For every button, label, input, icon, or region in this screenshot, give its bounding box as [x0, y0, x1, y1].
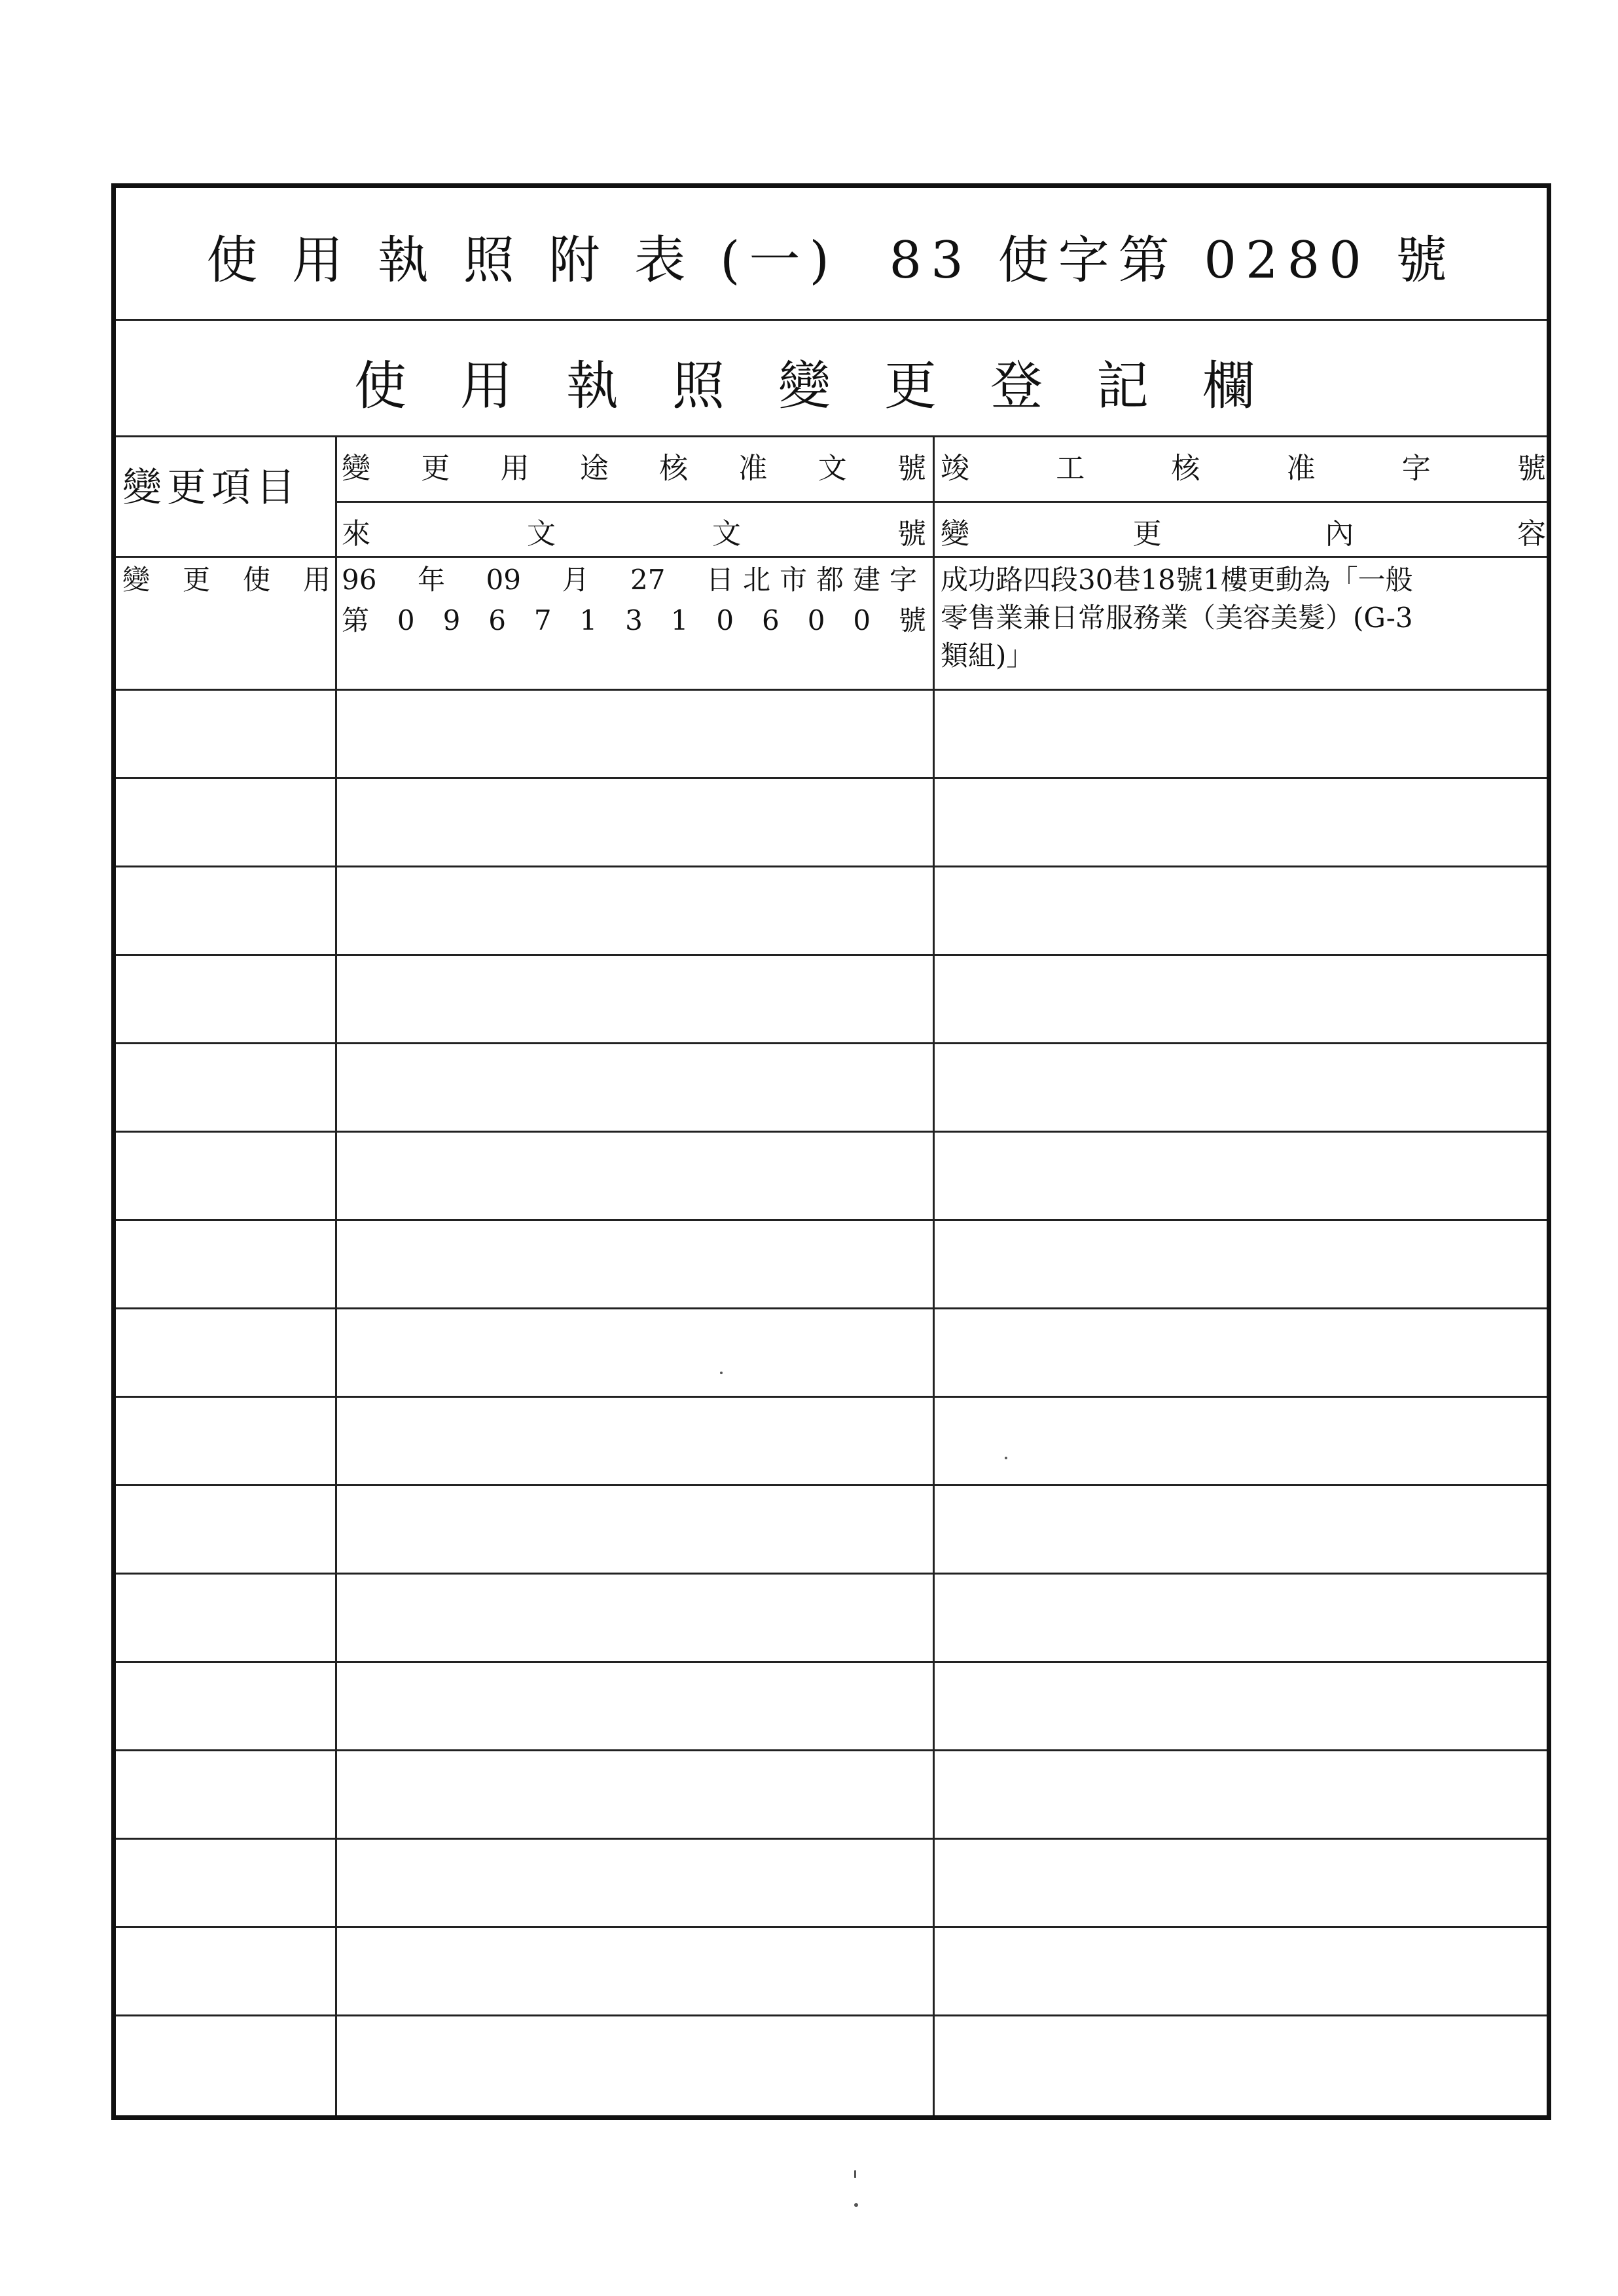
- row-line: [116, 2014, 1547, 2016]
- doc-token: 年: [417, 564, 445, 596]
- header-char: 准: [1286, 452, 1316, 485]
- header-char: 內: [1325, 517, 1354, 551]
- header-char: 工: [1056, 452, 1085, 485]
- row-doc-line2: [342, 602, 926, 640]
- row-line: [116, 1749, 1547, 1751]
- row-doc-line1: [342, 561, 926, 599]
- doc-token: 7: [533, 604, 552, 636]
- row-line: [116, 1838, 1547, 1840]
- item-char: 變: [122, 564, 151, 596]
- header-split-line: [335, 501, 1547, 503]
- doc-token: 0: [807, 604, 825, 636]
- doc-token: 6: [762, 604, 780, 636]
- row-line: [116, 777, 1547, 779]
- header-char: 號: [1517, 452, 1546, 485]
- doc-token: 0: [853, 604, 871, 636]
- header-char: 號: [897, 452, 926, 485]
- header-char: 文: [527, 517, 556, 551]
- header-char: 核: [1171, 452, 1200, 485]
- header-char: 用: [500, 452, 530, 485]
- header-char: 竣: [941, 452, 969, 485]
- header-char: 來: [342, 517, 370, 551]
- doc-token: 號: [898, 604, 926, 636]
- header-char: 更: [421, 452, 450, 485]
- divider: [116, 319, 1547, 321]
- header-char: 字: [1401, 452, 1431, 485]
- doc-token: 1: [579, 604, 598, 636]
- form-subtitle: 使用執照變更登記欄: [354, 355, 1308, 416]
- header-char: 變: [342, 452, 370, 485]
- doc-token: 1: [670, 604, 689, 636]
- content-line: 零售業兼日常服務業（美容美髮）(G-3: [941, 602, 1413, 634]
- header-char: 號: [897, 517, 926, 551]
- item-char: 更: [182, 564, 210, 596]
- change-item-header: 變更項目: [122, 465, 300, 511]
- doc-token: 09: [486, 564, 521, 596]
- header-char: 更: [1132, 517, 1162, 551]
- row-line: [116, 954, 1547, 956]
- form-title: 使 用 執 照 附 表 (一) 83 使字第 0280 號: [206, 231, 1456, 290]
- row-line: [116, 1484, 1547, 1486]
- item-char: 使: [242, 564, 270, 596]
- header-bottom-line: [116, 556, 1547, 558]
- row-content: [941, 561, 1549, 675]
- divider: [116, 435, 1547, 437]
- content-line: 成功路四段30巷18號1樓更動為「一般: [941, 564, 1413, 596]
- doc-token: 日北市都建字: [706, 564, 926, 596]
- row-line: [116, 689, 1547, 691]
- change-content-header: [941, 510, 1546, 552]
- doc-token: 96: [342, 564, 377, 596]
- header-char: 文: [818, 452, 847, 485]
- content-line: 類組)」: [941, 640, 1034, 672]
- doc-token: 第: [342, 604, 370, 636]
- doc-token: 0: [716, 604, 734, 636]
- row-line: [116, 1307, 1547, 1309]
- row-line: [116, 1042, 1547, 1044]
- header-char: 文: [712, 517, 741, 551]
- row-line: [116, 1131, 1547, 1133]
- incoming-doc-no-header: [342, 510, 926, 552]
- row-line: [116, 1219, 1547, 1221]
- doc-token: 0: [397, 604, 415, 636]
- row-line: [116, 1573, 1547, 1575]
- scan-speck: [854, 2203, 858, 2207]
- doc-token: 27: [630, 564, 666, 596]
- row-line: [116, 1926, 1547, 1928]
- row-line: [116, 1661, 1547, 1663]
- header-char: 容: [1517, 517, 1546, 551]
- doc-token: 月: [562, 564, 590, 596]
- completion-no-header: [941, 445, 1546, 486]
- header-char: 核: [659, 452, 689, 485]
- scan-speck: [1005, 1457, 1007, 1459]
- column-divider: [933, 435, 935, 2115]
- row-line: [116, 866, 1547, 867]
- header-char: 變: [941, 517, 969, 551]
- doc-token: 3: [625, 604, 643, 636]
- doc-token: 6: [488, 604, 506, 636]
- row-line: [116, 1396, 1547, 1398]
- header-char: 准: [738, 452, 768, 485]
- form-frame: [111, 183, 1551, 2120]
- approval-doc-no-header: [342, 445, 926, 486]
- doc-token: 9: [442, 604, 461, 636]
- header-char: 途: [579, 452, 609, 485]
- scan-speck: [854, 2170, 856, 2178]
- item-char: 用: [302, 564, 331, 596]
- column-divider: [335, 435, 337, 2115]
- row-item: [122, 561, 331, 599]
- scan-speck: [720, 1372, 723, 1374]
